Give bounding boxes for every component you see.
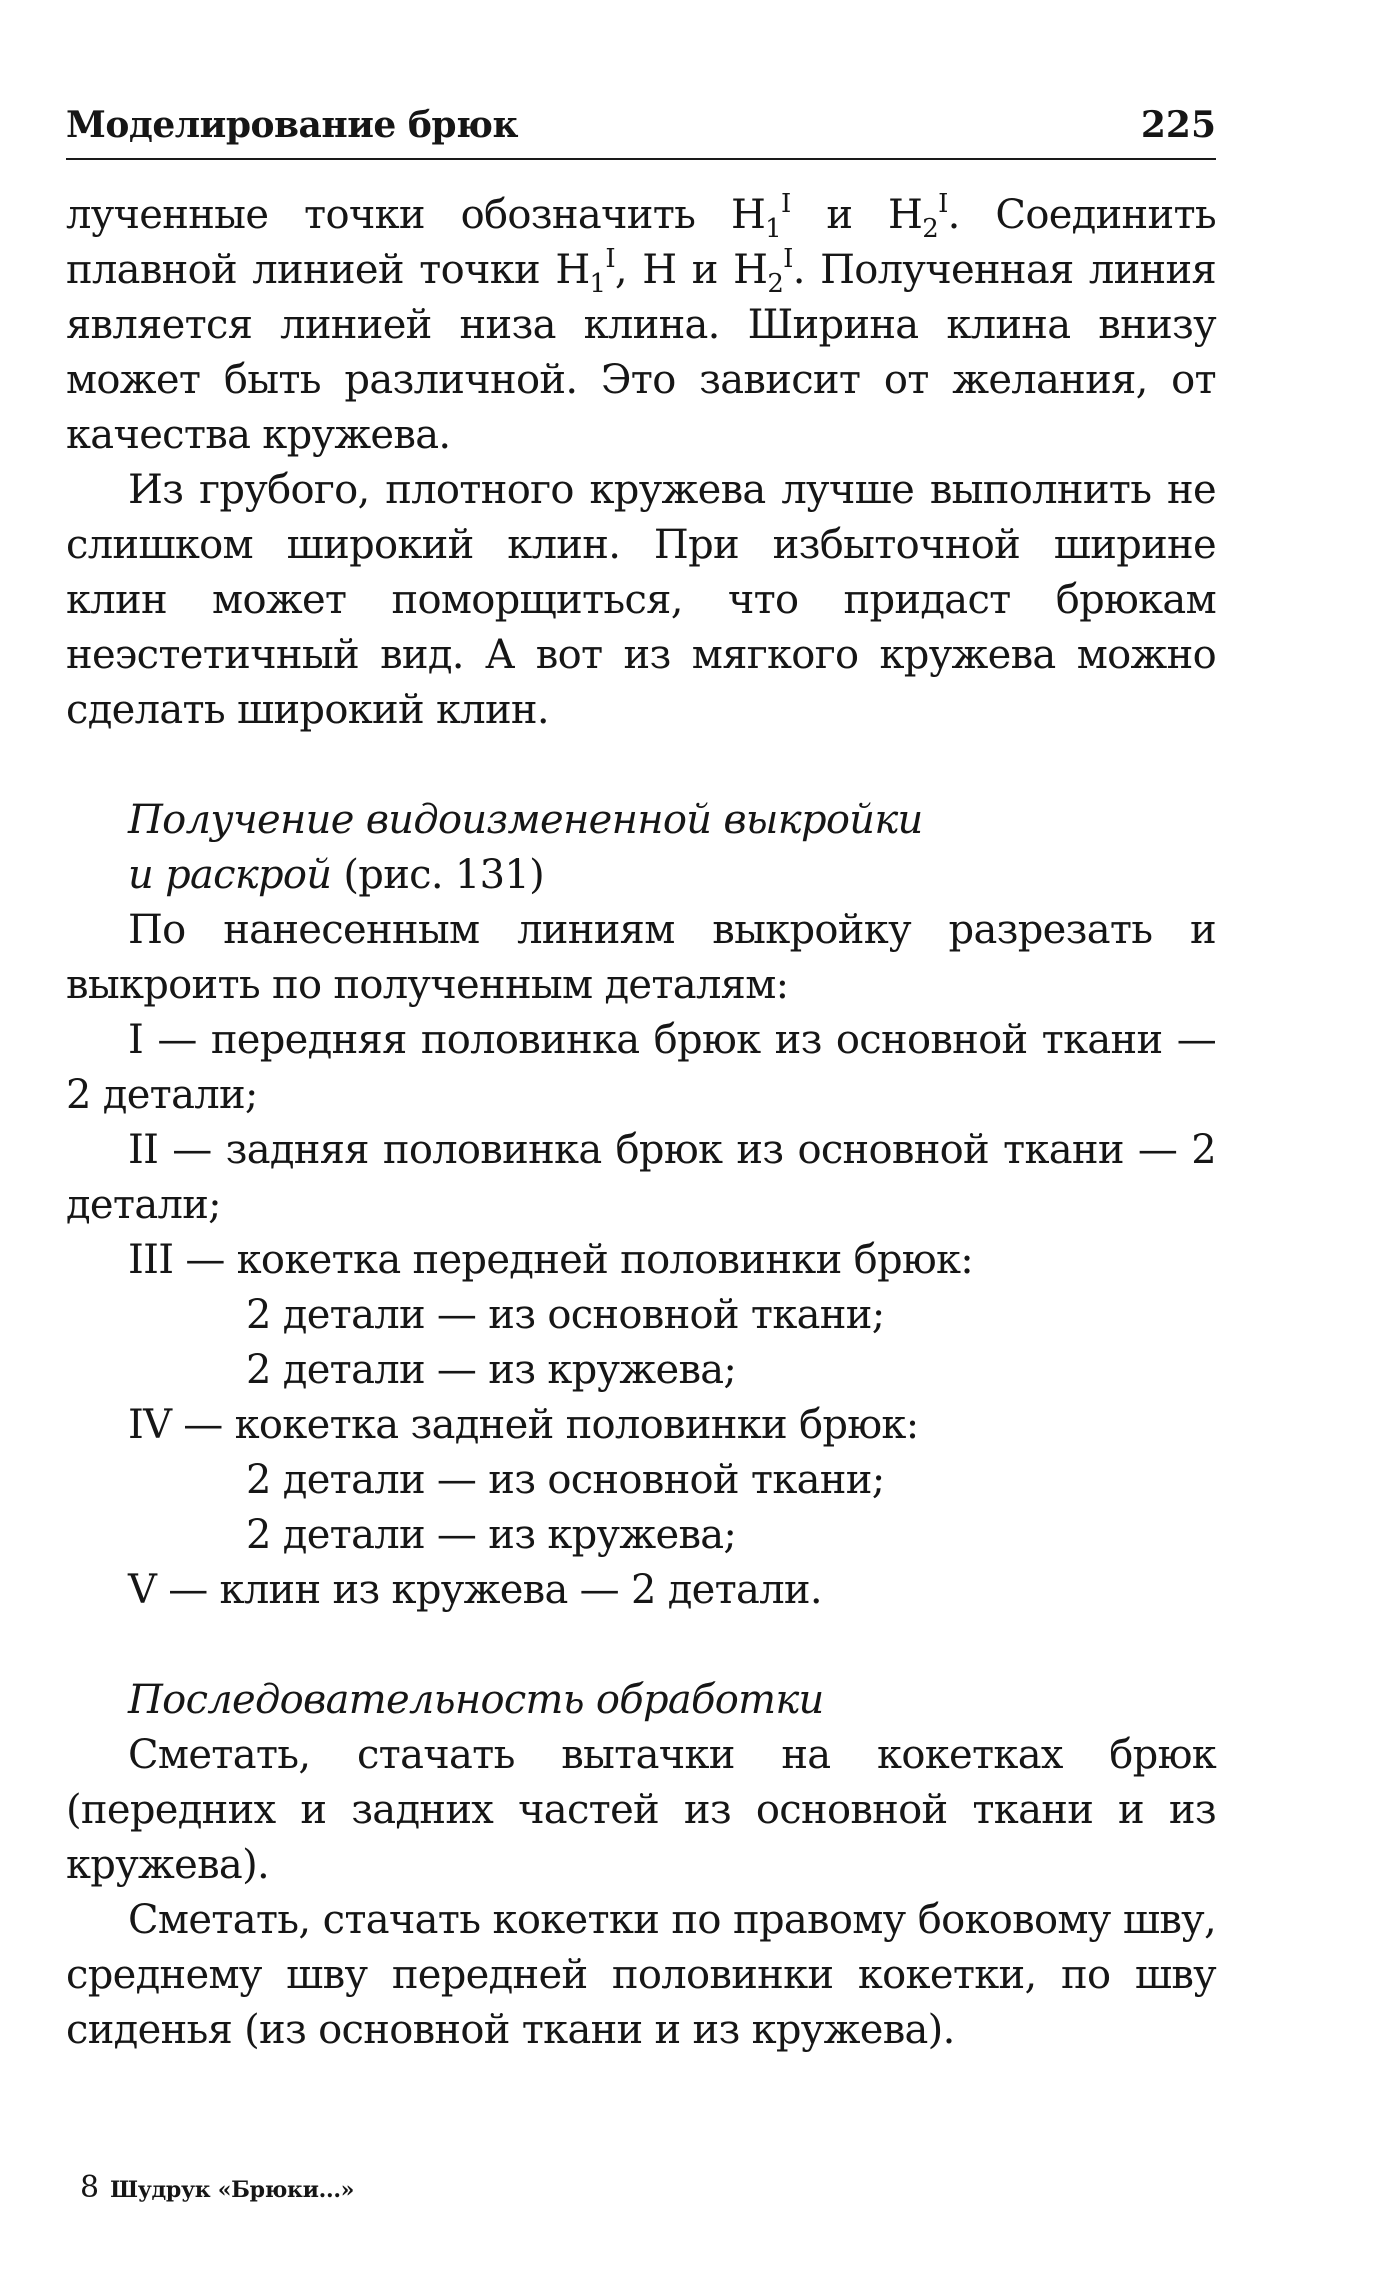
spacer	[66, 738, 1216, 793]
spacer	[66, 1618, 1216, 1673]
section-heading-processing: Последовательность обработки	[128, 1677, 824, 1723]
section-heading-pattern	[66, 793, 1216, 903]
signature-mark: 8	[80, 2170, 99, 2205]
list-item: III — кокетка передней половинки брюк:	[128, 1237, 974, 1283]
text-run: , Н и Н	[614, 247, 768, 293]
paragraph-lace: Из грубого, плотного кружева лучше выполнить не слишком широкий клин. При избыточной ширине клин может поморщиться, что придаст брюкам неэстетичный вид. А вот из мягкого кружева можно сделать широкий клин.	[66, 467, 1216, 733]
subscript: 1	[765, 214, 781, 244]
page-body	[66, 188, 1216, 2058]
footer-text: Шудрук «Брюки...»	[110, 2177, 355, 2203]
sub-list-item: 2 детали — из основной ткани;	[246, 1457, 885, 1503]
list-item: II — задняя половинка брюк из основной ткани — 2 детали;	[66, 1127, 1216, 1228]
superscript: I	[605, 244, 615, 274]
figure-reference: (рис. 131)	[331, 852, 545, 898]
paragraph-continuation	[66, 188, 1216, 463]
sub-list-item: 2 детали — из кружева;	[246, 1347, 737, 1393]
paragraph-darts: Сметать, стачать вытачки на кокетках брюк (передних и задних частей из основной ткани и из кружева).	[66, 1732, 1216, 1888]
running-title: Моделирование брюк	[66, 104, 518, 146]
list-item: V — клин из кружева — 2 детали.	[128, 1567, 822, 1613]
list-item: IV — кокетка задней половинки брюк:	[128, 1402, 919, 1448]
subscript: 2	[767, 269, 784, 299]
text-run: . Полученная линия является линией низа клина. Ширина клина внизу может быть различной. Это зависит от желания, от качества кружева.	[66, 247, 1216, 458]
heading-line: Получение видоизмененной выкройки	[128, 797, 923, 843]
superscript: I	[783, 244, 793, 274]
subscript: 2	[922, 214, 939, 244]
page-number: 225	[1140, 104, 1216, 146]
text-run: лученные точки обозначить Н	[66, 192, 766, 238]
text-run: и Н	[790, 192, 923, 238]
sub-list-item: 2 детали — из основной ткани;	[246, 1292, 885, 1338]
page-footer	[80, 2170, 354, 2205]
paragraph-yokes: Сметать, стачать кокетки по правому боковому шву, среднему шву передней половинки кокетки, по шву сиденья (из основной ткани и из кружева).	[66, 1897, 1216, 2053]
heading-line: и раскрой	[128, 852, 332, 898]
sub-list-item: 2 детали — из кружева;	[246, 1512, 737, 1558]
superscript: I	[780, 189, 791, 219]
list-item: I — передняя половинка брюк из основной ткани — 2 детали;	[66, 1017, 1216, 1118]
subscript: 1	[589, 269, 606, 299]
paragraph-intro: По нанесенным линиям выкройку разрезать и выкроить по полученным деталям:	[66, 907, 1216, 1008]
superscript: I	[938, 189, 948, 219]
page-header	[66, 98, 1216, 160]
text-run: . Соединить плавной линией точки Н	[66, 192, 1216, 293]
